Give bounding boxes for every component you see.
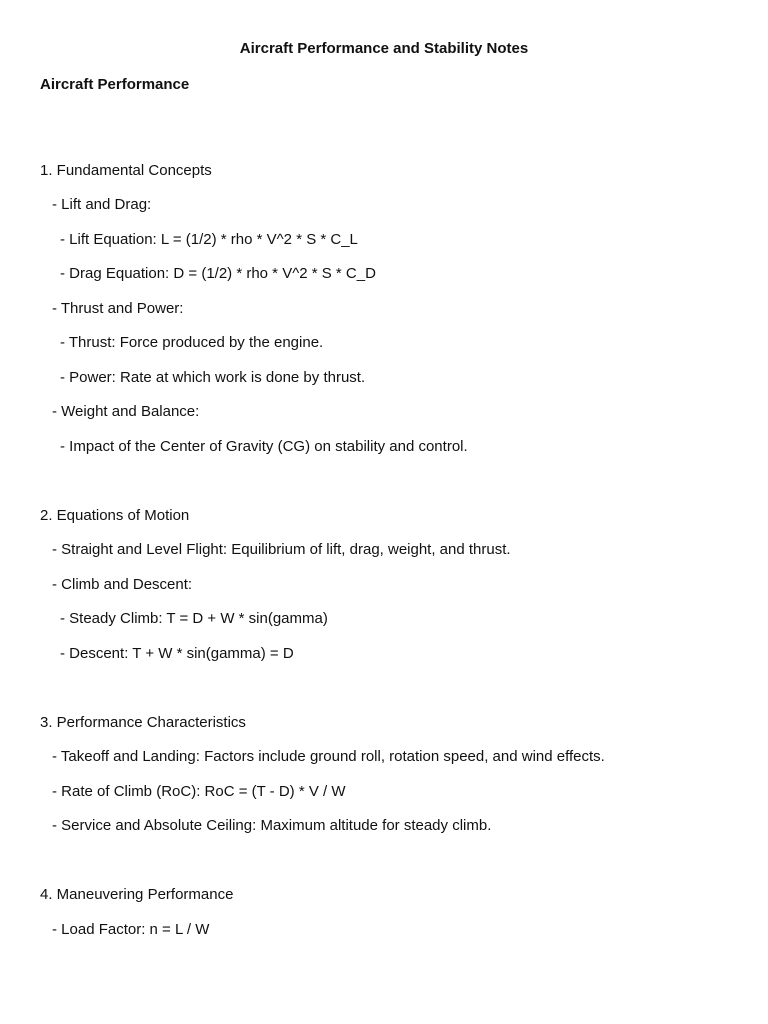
section-2-heading: 2. Equations of Motion (40, 507, 190, 524)
section-2-line-4: - Descent: T + W * sin(gamma) = D (60, 645, 294, 662)
section-1-line-1: - Lift and Drag: (52, 196, 152, 213)
section-3-line-3: - Service and Absolute Ceiling: Maximum altitude for steady climb. (52, 817, 492, 834)
section-2-line-2: - Climb and Descent: (52, 576, 193, 593)
section-2-line-1: - Straight and Level Flight: Equilibrium of lift, drag, weight, and thrust. (52, 541, 511, 558)
section-3-heading: 3. Performance Characteristics (40, 714, 246, 731)
section-heading: Aircraft Performance (40, 76, 190, 93)
section-1-line-6: - Power: Rate at which work is done by thrust. (60, 369, 366, 386)
section-3-line-2: - Rate of Climb (RoC): RoC = (T - D) * V / W (52, 783, 346, 800)
section-1-heading: 1. Fundamental Concepts (40, 162, 212, 179)
section-2-line-3: - Steady Climb: T = D + W * sin(gamma) (60, 610, 328, 627)
section-1-line-3: - Drag Equation: D = (1/2) * rho * V^2 * S * C_D (60, 265, 376, 282)
document-title: Aircraft Performance and Stability Notes (239, 40, 529, 57)
section-4-heading: 4. Maneuvering Performance (40, 886, 234, 903)
section-1-line-8: - Impact of the Center of Gravity (CG) on stability and control. (60, 438, 468, 455)
section-1-line-4: - Thrust and Power: (52, 300, 184, 317)
section-1-line-5: - Thrust: Force produced by the engine. (60, 334, 324, 351)
section-1-line-2: - Lift Equation: L = (1/2) * rho * V^2 * S * C_L (60, 231, 358, 248)
section-3-line-1: - Takeoff and Landing: Factors include ground roll, rotation speed, and wind effects. (52, 748, 605, 765)
section-1-line-7: - Weight and Balance: (52, 403, 200, 420)
section-4-line-1: - Load Factor: n = L / W (52, 921, 210, 938)
